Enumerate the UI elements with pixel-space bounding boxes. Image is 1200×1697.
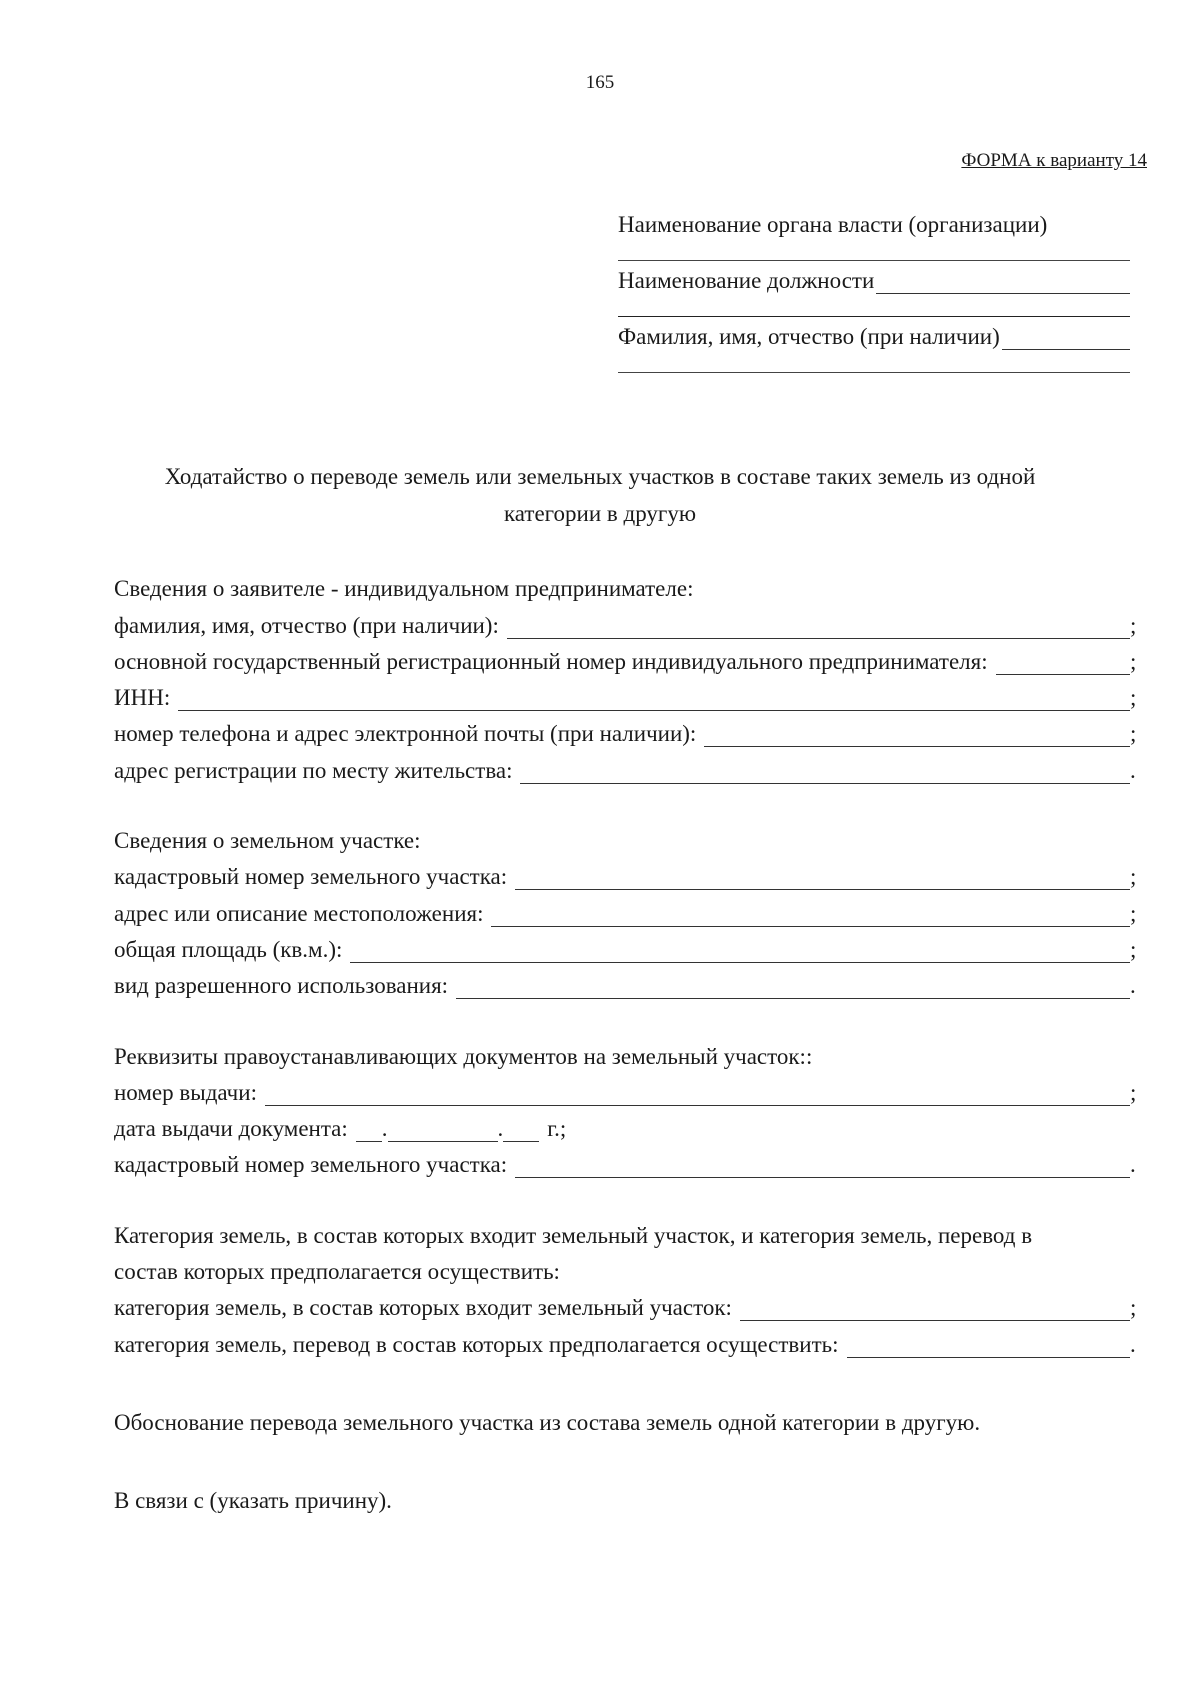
addressee-fio-field-2[interactable] bbox=[618, 350, 1130, 373]
semicolon: ; bbox=[1130, 936, 1137, 962]
docs-date-month-field[interactable] bbox=[388, 1119, 498, 1142]
addressee-position-line bbox=[618, 264, 1130, 294]
land-area-field[interactable] bbox=[350, 938, 1130, 963]
applicant-inn-row bbox=[114, 675, 1138, 711]
land-heading: Сведения о земельном участке: bbox=[114, 828, 421, 854]
applicant-inn-label: ИНН: bbox=[114, 685, 171, 711]
category-target-label: категория земель, перевод в состав которых предполагается осуществить: bbox=[114, 1331, 839, 1357]
addressee-org-label: Наименование органа власти (организации) bbox=[618, 212, 1048, 237]
applicant-ogrnip-field[interactable] bbox=[996, 650, 1130, 675]
form-reference: ФОРМА к варианту 14 bbox=[961, 150, 1147, 171]
section-gap bbox=[114, 999, 1138, 1033]
addressee-position-field-2[interactable] bbox=[618, 294, 1130, 317]
docs-date-year-suffix: г.; bbox=[547, 1116, 567, 1142]
applicant-contacts-field[interactable] bbox=[704, 722, 1130, 747]
docs-date-row bbox=[114, 1106, 1138, 1142]
docs-heading-row bbox=[114, 1033, 1138, 1069]
period: . bbox=[1130, 973, 1136, 999]
date-separator: . bbox=[497, 1116, 504, 1142]
applicant-address-field[interactable] bbox=[520, 759, 1130, 784]
semicolon: ; bbox=[1130, 1079, 1137, 1105]
land-cadastral-field[interactable] bbox=[515, 865, 1130, 890]
semicolon: ; bbox=[1130, 612, 1137, 638]
addressee-org-line bbox=[618, 208, 1130, 238]
form-body bbox=[114, 566, 1138, 1514]
semicolon: ; bbox=[1130, 864, 1137, 890]
section-gap bbox=[114, 1178, 1138, 1212]
land-usage-field[interactable] bbox=[456, 974, 1130, 999]
addressee-position-label: Наименование должности bbox=[618, 268, 875, 293]
section-gap bbox=[114, 1358, 1138, 1400]
land-area-row bbox=[114, 927, 1138, 963]
docs-number-field[interactable] bbox=[265, 1081, 1130, 1106]
category-target-field[interactable] bbox=[847, 1333, 1131, 1358]
semicolon: ; bbox=[1130, 685, 1137, 711]
category-heading-row-1 bbox=[114, 1212, 1138, 1248]
semicolon: ; bbox=[1130, 721, 1137, 747]
land-location-field[interactable] bbox=[491, 902, 1130, 927]
period: . bbox=[1130, 757, 1136, 783]
land-location-row bbox=[114, 890, 1138, 926]
justification-text: Обоснование перевода земельного участка из состава земель одной категории в другую. bbox=[114, 1409, 981, 1435]
docs-cadastral-row bbox=[114, 1142, 1138, 1178]
reason-row bbox=[114, 1478, 1138, 1514]
docs-heading: Реквизиты правоустанавливающих документов на земельный участок:: bbox=[114, 1043, 813, 1069]
land-heading-row bbox=[114, 818, 1138, 854]
land-usage-row bbox=[114, 963, 1138, 999]
section-gap bbox=[114, 1436, 1138, 1478]
land-area-label: общая площадь (кв.м.): bbox=[114, 936, 343, 962]
addressee-fio-line bbox=[618, 320, 1130, 350]
applicant-contacts-label: номер телефона и адрес электронной почты (при наличии): bbox=[114, 721, 697, 747]
document-title bbox=[130, 458, 1070, 532]
docs-cadastral-field[interactable] bbox=[515, 1153, 1130, 1178]
docs-date-day-field[interactable] bbox=[356, 1119, 382, 1142]
date-separator: . bbox=[381, 1116, 388, 1142]
reason-text: В связи с (указать причину). bbox=[114, 1488, 392, 1514]
applicant-inn-field[interactable] bbox=[178, 686, 1130, 711]
land-cadastral-label: кадастровый номер земельного участка: bbox=[114, 864, 508, 890]
applicant-fio-field[interactable] bbox=[507, 614, 1130, 639]
period: . bbox=[1130, 1152, 1136, 1178]
addressee-fio-field[interactable] bbox=[1002, 327, 1130, 350]
category-current-row bbox=[114, 1285, 1138, 1321]
page-number: 165 bbox=[585, 72, 615, 93]
applicant-heading-row bbox=[114, 566, 1138, 602]
justification-row bbox=[114, 1400, 1138, 1436]
category-heading-row-2 bbox=[114, 1249, 1138, 1285]
period: . bbox=[1130, 1331, 1136, 1357]
applicant-heading: Сведения о заявителе - индивидуальном предпринимателе: bbox=[114, 576, 694, 602]
applicant-ogrnip-label: основной государственный регистрационный номер индивидуального предпринимателя: bbox=[114, 648, 988, 674]
applicant-fio-label: фамилия, имя, отчество (при наличии): bbox=[114, 612, 499, 638]
semicolon: ; bbox=[1130, 900, 1137, 926]
addressee-org-field[interactable] bbox=[618, 238, 1130, 261]
land-location-label: адрес или описание местоположения: bbox=[114, 900, 484, 926]
applicant-address-row bbox=[114, 747, 1138, 783]
docs-date-year-field[interactable] bbox=[503, 1119, 539, 1142]
category-heading-line-1: Категория земель, в состав которых входит земельный участок, и категория земель, перевод в bbox=[114, 1222, 1033, 1248]
category-current-field[interactable] bbox=[740, 1296, 1130, 1321]
docs-number-row bbox=[114, 1070, 1138, 1106]
land-usage-label: вид разрешенного использования: bbox=[114, 973, 449, 999]
semicolon: ; bbox=[1130, 648, 1137, 674]
addressee-block bbox=[618, 208, 1130, 376]
section-gap bbox=[114, 784, 1138, 818]
addressee-position-field[interactable] bbox=[876, 271, 1130, 294]
land-cadastral-row bbox=[114, 854, 1138, 890]
docs-number-label: номер выдачи: bbox=[114, 1079, 257, 1105]
docs-cadastral-label: кадастровый номер земельного участка: bbox=[114, 1152, 508, 1178]
category-target-row bbox=[114, 1321, 1138, 1357]
applicant-ogrnip-row bbox=[114, 639, 1138, 675]
title-line-2: категории в другую bbox=[503, 501, 697, 526]
semicolon: ; bbox=[1130, 1295, 1137, 1321]
title-line-1: Ходатайство о переводе земель или земельных участков в составе таких земель из одной bbox=[164, 464, 1036, 489]
category-heading-line-2: состав которых предполагается осуществить: bbox=[114, 1259, 560, 1285]
docs-date-label: дата выдачи документа: bbox=[114, 1116, 348, 1142]
applicant-fio-row bbox=[114, 602, 1138, 638]
applicant-address-label: адрес регистрации по месту жительства: bbox=[114, 757, 513, 783]
category-current-label: категория земель, в состав которых входит земельный участок: bbox=[114, 1295, 732, 1321]
applicant-contacts-row bbox=[114, 711, 1138, 747]
addressee-fio-label: Фамилия, имя, отчество (при наличии) bbox=[618, 324, 1000, 349]
